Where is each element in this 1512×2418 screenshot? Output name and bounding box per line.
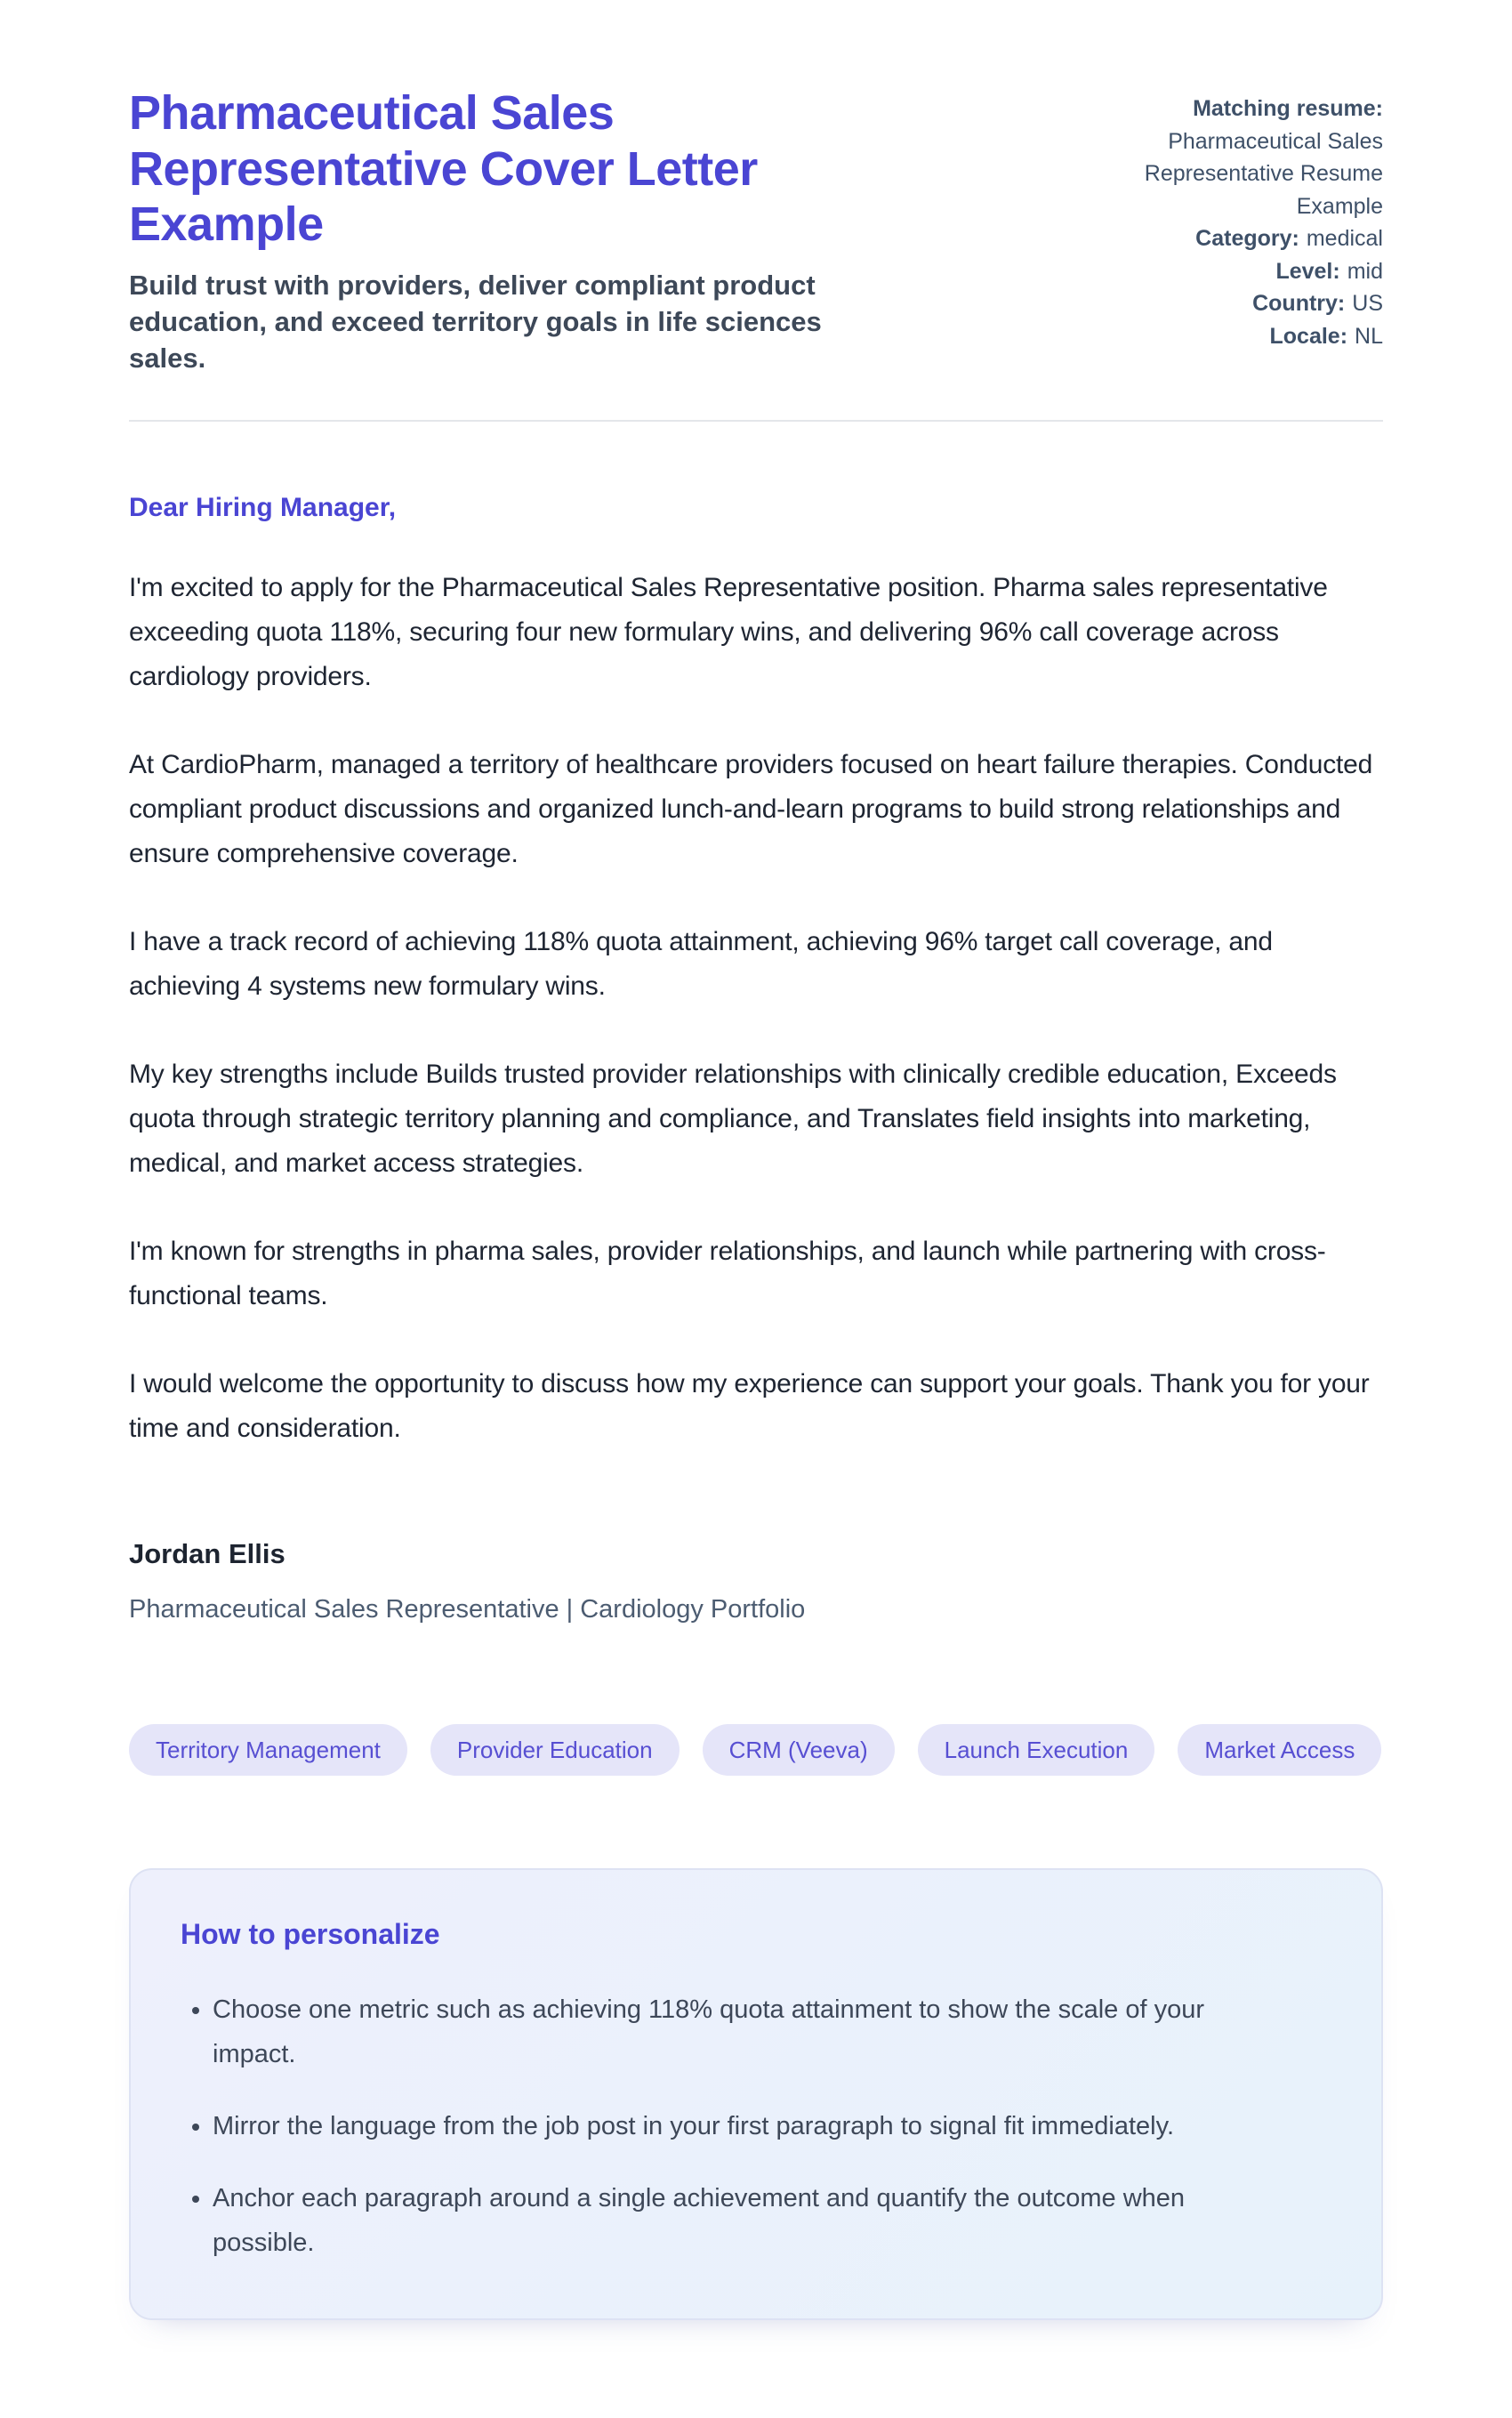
tip-item: • Anchor each paragraph around a single achievement and quantify the outcome when possible. — [213, 2177, 1269, 2265]
letter-paragraph: I'm excited to apply for the Pharmaceutical Sales Representative position. Pharma sales representative exceeding quota 118%, securing four new formulary wins, and delivering 96% call coverage across cardiology providers. — [129, 572, 1328, 692]
page-header — [129, 85, 1383, 377]
locale-row — [1063, 320, 1383, 353]
category-value: medical — [1306, 226, 1383, 251]
tip-item: • Choose one metric such as achieving 118% quota attainment to show the scale of your impact. — [213, 1988, 1269, 2076]
skill-tag-market-access: Market Access — [1178, 1724, 1381, 1776]
tips-title: How to personalize — [181, 1918, 440, 1951]
how-to-personalize-box — [129, 1868, 1383, 2319]
resume-meta-panel — [1063, 85, 1383, 352]
category-label: Category: — [1195, 226, 1299, 251]
tips-list — [181, 1988, 1331, 2264]
matching-resume-link[interactable]: Pharmaceutical Sales Representative Resume Example — [1144, 128, 1383, 219]
matching-resume-label: Matching resume: — [1193, 96, 1383, 121]
signature-role: Pharmaceutical Sales Representative | Cardiology Portfolio — [129, 1595, 806, 1624]
cover-letter-body — [129, 493, 1383, 1625]
skill-tag-territory-management: Territory Management — [129, 1724, 407, 1776]
country-row — [1063, 287, 1383, 320]
letter-paragraph: I would welcome the opportunity to discuss how my experience can support your goals. Thank you for your time and consideration. — [129, 1368, 1370, 1443]
locale-label: Locale: — [1269, 323, 1348, 349]
signature-name: Jordan Ellis — [129, 1538, 286, 1570]
letter-paragraph: My key strengths include Builds trusted provider relationships with clinically credible education, Exceeds quota through strategic territory planning and compliance, and Translates field insights into marketing, medical, and market access strategies. — [129, 1059, 1337, 1179]
level-row — [1063, 255, 1383, 288]
letter-greeting: Dear Hiring Manager, — [129, 492, 397, 522]
level-value: mid — [1347, 258, 1383, 284]
header-divider — [129, 420, 1383, 422]
cover-letter-page — [129, 0, 1383, 2418]
country-value: US — [1352, 291, 1383, 316]
matching-resume-label-row — [1063, 93, 1383, 125]
letter-paragraph: I'm known for strengths in pharma sales, provider relationships, and launch while partnering with cross-functional teams. — [129, 1236, 1326, 1311]
page-subtitle: Build trust with providers, deliver compliant product education, and exceed territory goals in life sciences sales. — [129, 269, 822, 375]
skill-tags — [129, 1724, 1383, 1776]
skill-tag-provider-education: Provider Education — [430, 1724, 680, 1776]
letter-paragraph: At CardioPharm, managed a territory of healthcare providers focused on heart failure therapies. Conducted compliant product discussions and organized lunch-and-learn programs to build strong relationships and ensure comprehensive coverage. — [129, 749, 1373, 869]
skill-tag-crm-veeva: CRM (Veeva) — [703, 1724, 895, 1776]
page-title: Pharmaceutical Sales Representative Cover Letter Example — [129, 86, 758, 252]
locale-value: NL — [1355, 323, 1383, 349]
letter-paragraph: I have a track record of achieving 118% quota attainment, achieving 96% target call coverage, and achieving 4 systems new formulary wins. — [129, 926, 1273, 1002]
category-row — [1063, 222, 1383, 255]
tip-item: • Mirror the language from the job post in your first paragraph to signal fit immediately. — [213, 2105, 1269, 2148]
skill-tag-launch-execution: Launch Execution — [918, 1724, 1155, 1776]
country-label: Country: — [1252, 291, 1346, 316]
level-label: Level: — [1275, 258, 1340, 284]
header-title-block — [129, 85, 1027, 377]
